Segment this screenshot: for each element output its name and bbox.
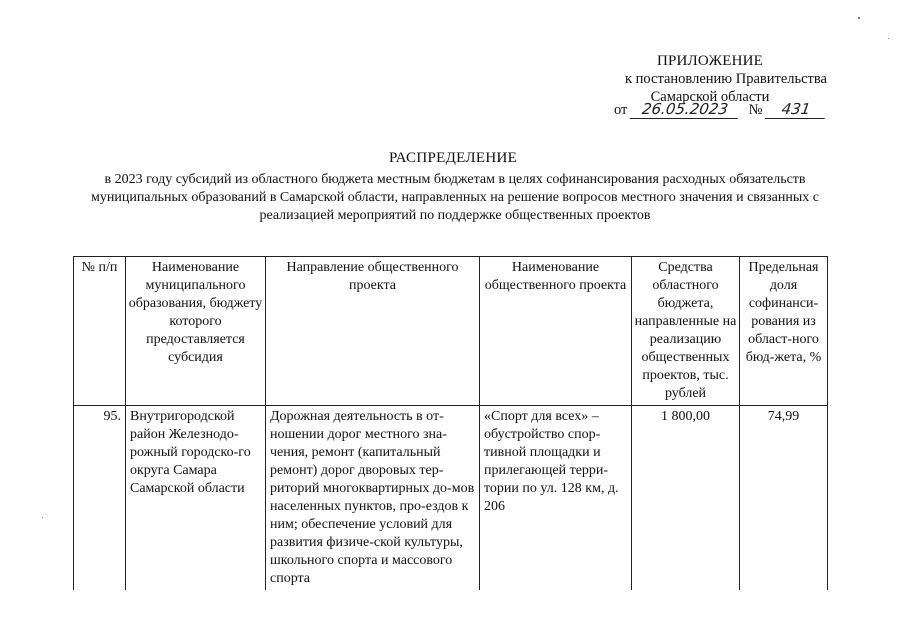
appendix-block [560,52,860,106]
header-funds: Средства областного бюджета, направленные на реализацию общественных проектов, тыс. рублей [632,257,740,406]
cell-direction: Дорожная деятельность в от-ношении дорог местного зна-чения, ремонт (капитальный ремонт) дорог дворовых тер-риторий многоквартирных до-мов населенных пунктов, про-ездов к ним; обеспечение условий для развития физиче-ской культуры, школьного спорта и массового спорта [266,406,480,591]
signature-line [614,100,826,119]
handwritten-date: 26.05.2023 [630,100,741,119]
appendix-line-2: Самарской области [650,89,770,105]
cell-municipality: Внутригородской район Железнодо-рожный городско-го округа Самара Самарской области [126,406,266,591]
header-municipality: Наименование муниципального образования, бюджету которого предоставляется субсидия [126,257,266,406]
header-share: Предельная доля софинанси-рования из област-ного бюд-жета, % [740,257,828,406]
cell-project: «Спорт для всех» – обустройство спор-тивной площадки и прилегающей терри-тории по ул. 128 км, д. 206 [480,406,632,591]
document-subtitle: в 2023 году субсидий из областного бюджета местным бюджетам в целях софинансирования расходных обязательств муниципальных образований в Самарской области, направленных на решение вопросов местного значения и связанных с реализацией мероприятий по поддержке общественных проектов [90,172,819,223]
header-num: № п/п [74,257,126,406]
scan-speck [42,517,43,518]
distribution-table [73,256,828,590]
cell-share: 74,99 [740,406,828,591]
scan-speck [888,38,889,39]
number-label: № [748,102,763,118]
table-row [74,406,828,591]
appendix-line-1: к постановлению Правительства [625,71,827,87]
document-title: РАСПРЕДЕЛЕНИЕ [388,150,518,166]
handwritten-number: 431 [765,100,828,119]
appendix-heading: ПРИЛОЖЕНИЕ [656,53,764,69]
from-label: от [614,102,628,118]
table-header-row [74,257,828,406]
header-direction: Направление общественного проекта [266,257,480,406]
scan-speck [858,17,860,19]
header-project: Наименование общественного проекта [480,257,632,406]
cell-funds: 1 800,00 [632,406,740,591]
cell-num: 95. [74,406,126,591]
